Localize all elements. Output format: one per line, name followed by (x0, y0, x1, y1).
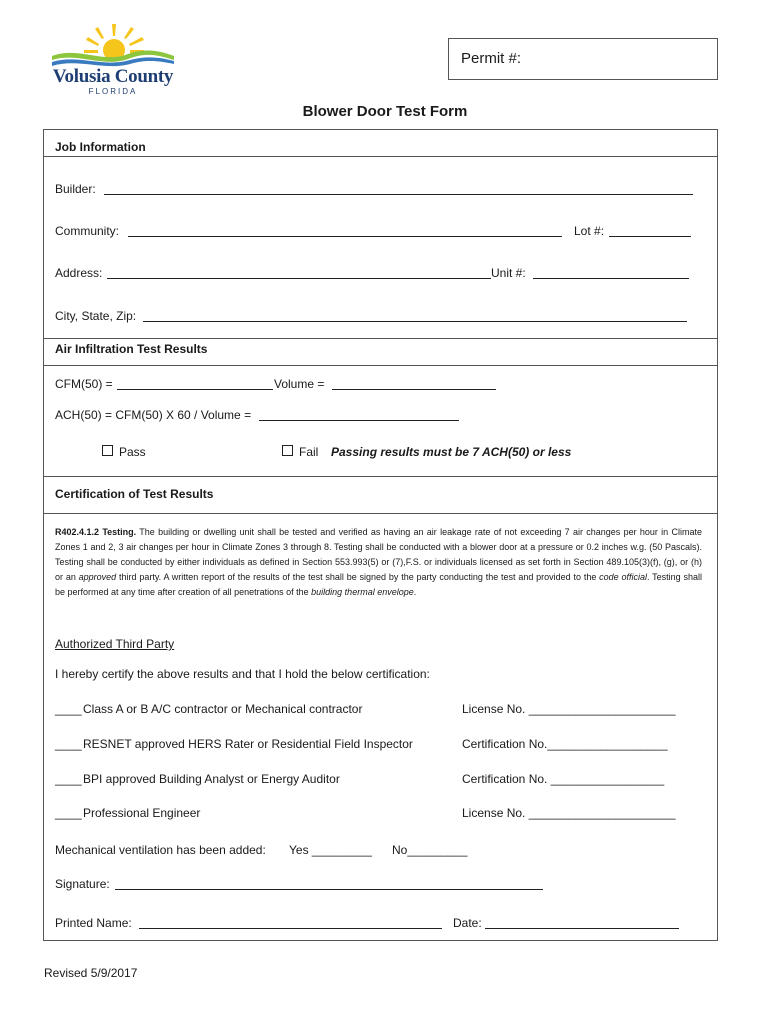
form-body (43, 129, 718, 941)
date-label: Date: (453, 916, 482, 930)
pass-checkbox[interactable] (102, 445, 113, 456)
option-blank-1[interactable]: ____ (55, 702, 82, 716)
form-title: Blower Door Test Form (302, 103, 468, 120)
paragraph-text: The building or dwelling unit shall be tested and verified as having an air leakage rate of not exceeding 7 air changes per hour in Climate Zones 1 and 2, 3 air changes per hour in Climate Zones 3 through 8. Testing shall be conducted with a blower door at a pressure or 0.2 inches w.g. (50 Pascals). Testing shall be conducted by either individuals as defined in Section 553.993(5) or (7),F.S. or individuals licensed as set forth in Section 489.105(3)(f), (g), or (h) or an (55, 527, 702, 583)
section-air-infiltration: Air Infiltration Test Results (55, 342, 208, 356)
address-label: Address: (55, 266, 103, 280)
builder-label: Builder: (55, 182, 96, 196)
community-field[interactable] (128, 236, 562, 237)
printed-name-field[interactable] (139, 928, 442, 929)
option-label-2: RESNET approved HERS Rater or Residential Field Inspector (83, 737, 413, 751)
fail-label: Fail (299, 445, 319, 459)
unit-field[interactable] (533, 278, 689, 279)
divider (44, 338, 717, 339)
option-label-4: Professional Engineer (83, 806, 201, 820)
county-logo (48, 22, 178, 100)
lot-field[interactable] (609, 236, 691, 237)
builder-field[interactable] (104, 194, 693, 195)
paragraph-text: . (413, 587, 417, 598)
city-state-zip-field[interactable] (143, 321, 687, 322)
signature-field[interactable] (115, 889, 543, 890)
volume-label: Volume = (274, 377, 325, 391)
permit-label: Permit #: (461, 50, 522, 67)
license-field-1[interactable]: License No. ______________________ (462, 702, 676, 716)
divider (44, 513, 717, 514)
signature-label: Signature: (55, 877, 110, 891)
certify-statement: I hereby certify the above results and that I hold the below certification: (55, 667, 430, 681)
volume-field[interactable] (332, 389, 496, 390)
paragraph-emphasis: code official (599, 572, 647, 583)
option-blank-4[interactable]: ____ (55, 806, 82, 820)
paragraph-emphasis: approved (78, 572, 117, 583)
paragraph-text: . Testing shall be performed at any time after creation of all penetrations of the (55, 572, 702, 598)
printed-name-label: Printed Name: (55, 916, 132, 930)
logo-name: Volusia County (52, 66, 174, 87)
ventilation-no-field[interactable]: No_________ (392, 843, 468, 857)
code-reference: R402.4.1.2 Testing. (55, 527, 137, 537)
cfm-field[interactable] (117, 389, 273, 390)
address-field[interactable] (107, 278, 491, 279)
ventilation-yes-field[interactable]: Yes _________ (289, 843, 372, 857)
unit-label: Unit #: (491, 266, 526, 280)
divider (44, 365, 717, 366)
ach-label: ACH(50) = CFM(50) X 60 / Volume = (55, 408, 252, 422)
divider (44, 476, 717, 477)
mechanical-ventilation-label: Mechanical ventilation has been added: (55, 843, 266, 857)
logo-state: FLORIDA (88, 87, 138, 96)
lot-label: Lot #: (574, 224, 605, 238)
option-label-1: Class A or B A/C contractor or Mechanical contractor (83, 702, 363, 716)
revision-date: Revised 5/9/2017 (44, 966, 138, 980)
certification-field-2[interactable]: Certification No.__________________ (462, 737, 668, 751)
license-field-4[interactable]: License No. ______________________ (462, 806, 676, 820)
city-state-zip-label: City, State, Zip: (55, 309, 137, 323)
passing-criteria-note: Passing results must be 7 ACH(50) or less (331, 445, 572, 459)
section-job-information: Job Information (55, 140, 146, 154)
sun-wave-icon (48, 22, 178, 68)
cfm-label: CFM(50) = (55, 377, 113, 391)
pass-label: Pass (119, 445, 146, 459)
ach-field[interactable] (259, 420, 459, 421)
permit-number-box[interactable] (448, 38, 718, 80)
paragraph-text: third party. A written report of the results of the test shall be signed by the party conducting the test and provided to the (116, 572, 600, 583)
code-paragraph (55, 525, 702, 600)
authorized-third-party-heading: Authorized Third Party (55, 637, 175, 651)
date-field[interactable] (485, 928, 679, 929)
option-blank-2[interactable]: ____ (55, 737, 82, 751)
option-blank-3[interactable]: ____ (55, 772, 82, 786)
fail-checkbox[interactable] (282, 445, 293, 456)
option-label-3: BPI approved Building Analyst or Energy Auditor (83, 772, 340, 786)
divider (44, 156, 717, 157)
community-label: Community: (55, 224, 120, 238)
paragraph-emphasis: building thermal envelope (311, 587, 414, 598)
certification-field-3[interactable]: Certification No. _________________ (462, 772, 665, 786)
section-certification: Certification of Test Results (55, 487, 214, 501)
